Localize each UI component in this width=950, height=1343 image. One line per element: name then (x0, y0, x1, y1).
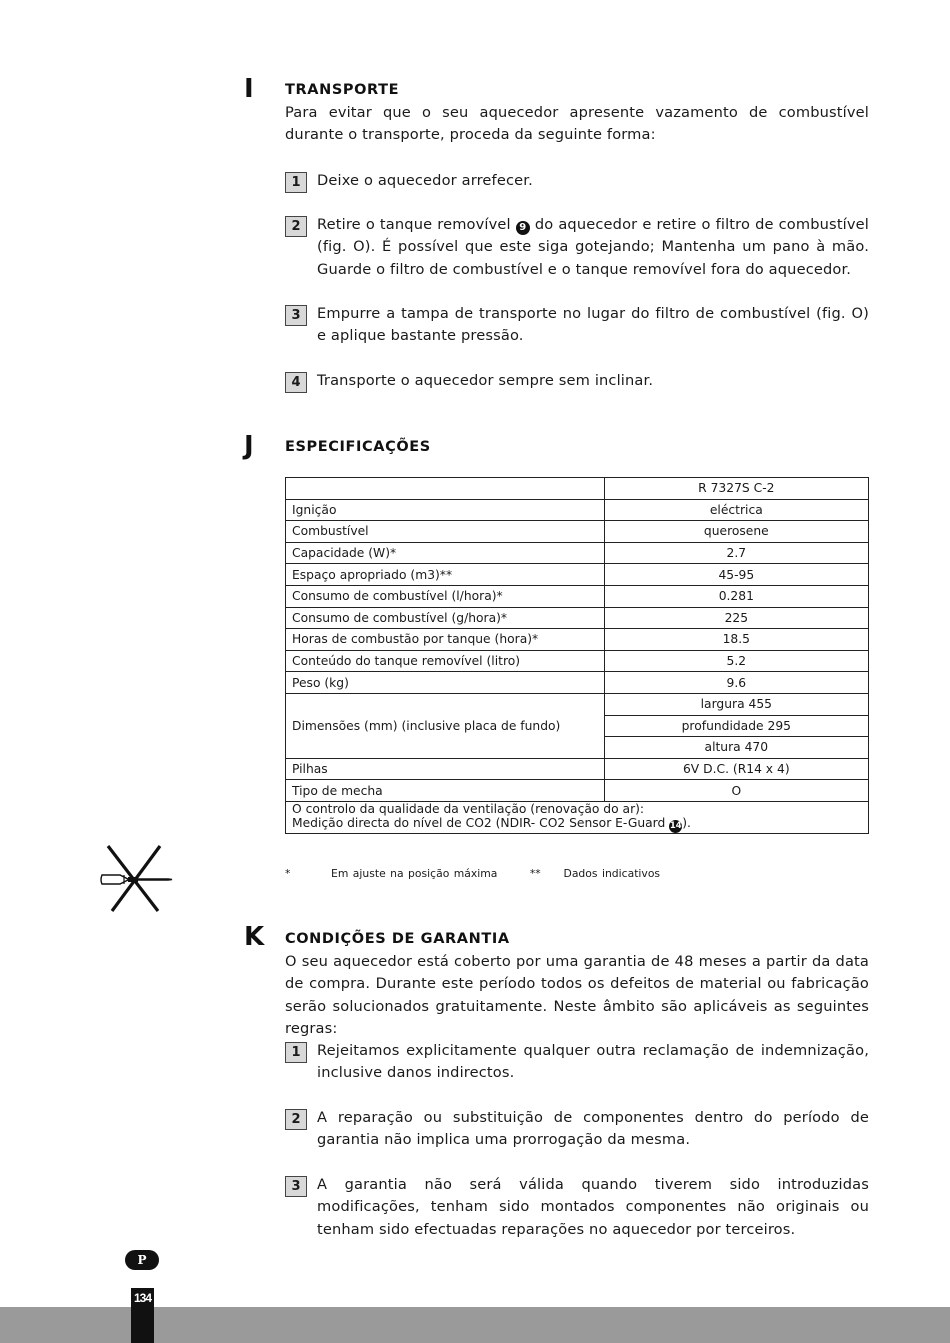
spec-label: Conteúdo do tanque removível (litro) (286, 650, 605, 672)
note-text: ). (682, 815, 691, 830)
step-text (317, 214, 869, 281)
step-number: 2 (285, 216, 307, 237)
warranty-rule-3 (285, 1174, 869, 1241)
note-text: Medição directa do nível de CO2 (NDIR- CO2 Sensor E-Guard (292, 815, 666, 830)
section-letter-i: I (244, 74, 254, 104)
step-text: Transporte o aquecedor sempre sem inclinar. (317, 372, 654, 389)
footnote-mark: ** (529, 867, 541, 880)
spec-value: 45-95 (604, 564, 868, 586)
specifications-table (285, 477, 869, 834)
spec-value: eléctrica (604, 499, 868, 521)
table-cell-empty (286, 478, 605, 500)
spec-label: Espaço apropriado (m3)** (286, 564, 605, 586)
spec-label: Consumo de combustível (g/hora)* (286, 607, 605, 629)
step-number: 4 (285, 372, 307, 393)
section-title-especificacoes: ESPECIFICAÇÕES (285, 439, 431, 455)
footnote (285, 867, 511, 880)
spec-label: Capacidade (W)* (286, 542, 605, 564)
spec-label: Ignição (286, 499, 605, 521)
spec-label: Tipo de mecha (286, 780, 605, 802)
step-number: 1 (285, 172, 307, 193)
spec-value: 9.6 (604, 672, 868, 694)
step-text: Deixe o aquecedor arrefecer. (317, 172, 533, 189)
spec-value: O (604, 780, 868, 802)
spec-value: 18.5 (604, 629, 868, 651)
footnote-text: Em ajuste na posição máxima (331, 867, 498, 880)
spec-value: querosene (604, 521, 868, 543)
table-row (286, 521, 869, 543)
table-row (286, 629, 869, 651)
warranty-rule-2 (285, 1107, 869, 1152)
transport-step-1 (285, 170, 869, 192)
model-name: R 7327S C-2 (604, 478, 868, 500)
transport-step-4 (285, 370, 869, 392)
table-footnotes (285, 867, 688, 880)
table-row-dimensions (286, 693, 869, 715)
table-row (286, 650, 869, 672)
table-row (286, 607, 869, 629)
spec-label: Pilhas (286, 758, 605, 780)
table-row (286, 758, 869, 780)
page-number: 134 (133, 1291, 152, 1305)
footnote-text: Dados indicativos (563, 867, 661, 880)
step-number: 3 (285, 1176, 307, 1197)
step-number: 3 (285, 305, 307, 326)
table-row (286, 542, 869, 564)
step-text: Rejeitamos explicitamente qualquer outra reclamação de indemnização, inclusive danos indirectos. (317, 1042, 869, 1082)
spec-value: 0.281 (604, 585, 868, 607)
spec-label: Dimensões (mm) (inclusive placa de fundo) (286, 693, 605, 758)
spec-value: profundidade 295 (604, 715, 868, 737)
section-title-garantia: CONDIÇÕES DE GARANTIA (285, 931, 510, 947)
step-text: Empurre a tampa de transporte no lugar do filtro de combustível (fig. O) e aplique bastante pressão. (317, 305, 869, 345)
spec-label: Horas de combustão por tanque (hora)* (286, 629, 605, 651)
step-number: 2 (285, 1109, 307, 1130)
table-row-note (286, 801, 869, 833)
spec-value: 5.2 (604, 650, 868, 672)
transport-intro: Para evitar que o seu aquecedor apresente vazamento de combustível durante o transporte, proceda da seguinte forma: (285, 104, 869, 144)
step-text-part: do aquecedor e retire o filtro de combustível (fig. O). É possível que este siga gotejando; Mantenha um pano à mão. Guarde o filtro de combustível e o tanque removível fora do aquecedor. (317, 216, 870, 278)
spec-value: largura 455 (604, 693, 868, 715)
part-reference-badge: 14 (669, 820, 682, 831)
step-text: A reparação ou substituição de componentes dentro do período de garantia não implica uma prorrogação da mesma. (317, 1109, 869, 1149)
section-letter-k: K (244, 922, 265, 952)
table-header-row (286, 478, 869, 500)
spec-label: Combustível (286, 521, 605, 543)
table-row (286, 564, 869, 586)
note-line: O controlo da qualidade da ventilação (renovação do ar): (292, 801, 645, 816)
table-row (286, 499, 869, 521)
section-title-transporte: TRANSPORTE (285, 82, 400, 98)
warranty-intro: O seu aquecedor está coberto por uma garantia de 48 meses a partir da data de compra. Durante este período todos os defeitos de material ou fabricação serão solucionados gratuitamente. Neste âmbito são aplicáveis as seguintes regras: (285, 953, 869, 1038)
spec-value: 2.7 (604, 542, 868, 564)
part-reference-badge: 9 (516, 221, 530, 235)
spec-value: altura 470 (604, 737, 868, 759)
section-letter-j: J (244, 431, 254, 461)
ventilation-note (286, 801, 869, 833)
spec-value: 225 (604, 607, 868, 629)
spec-value: 6V D.C. (R14 x 4) (604, 758, 868, 780)
transport-step-2 (285, 214, 869, 281)
spec-label: Consumo de combustível (l/hora)* (286, 585, 605, 607)
note-line (292, 816, 862, 833)
table-row (286, 780, 869, 802)
step-number: 1 (285, 1042, 307, 1063)
spec-label: Peso (kg) (286, 672, 605, 694)
warranty-rule-1 (285, 1040, 869, 1085)
no-screwdriver-icon (98, 842, 176, 914)
transport-step-3 (285, 303, 869, 348)
footnote-mark: * (285, 867, 291, 880)
footnote (530, 867, 674, 880)
table-row (286, 672, 869, 694)
table-row (286, 585, 869, 607)
step-text: A garantia não será válida quando tiverem sido introduzidas modificações, tenham sido montados componentes não originais ou tenham sido efectuadas reparações no aquecedor por terceiros. (317, 1176, 869, 1238)
step-text-part: Retire o tanque removível (317, 216, 511, 233)
language-badge: P (125, 1250, 159, 1270)
